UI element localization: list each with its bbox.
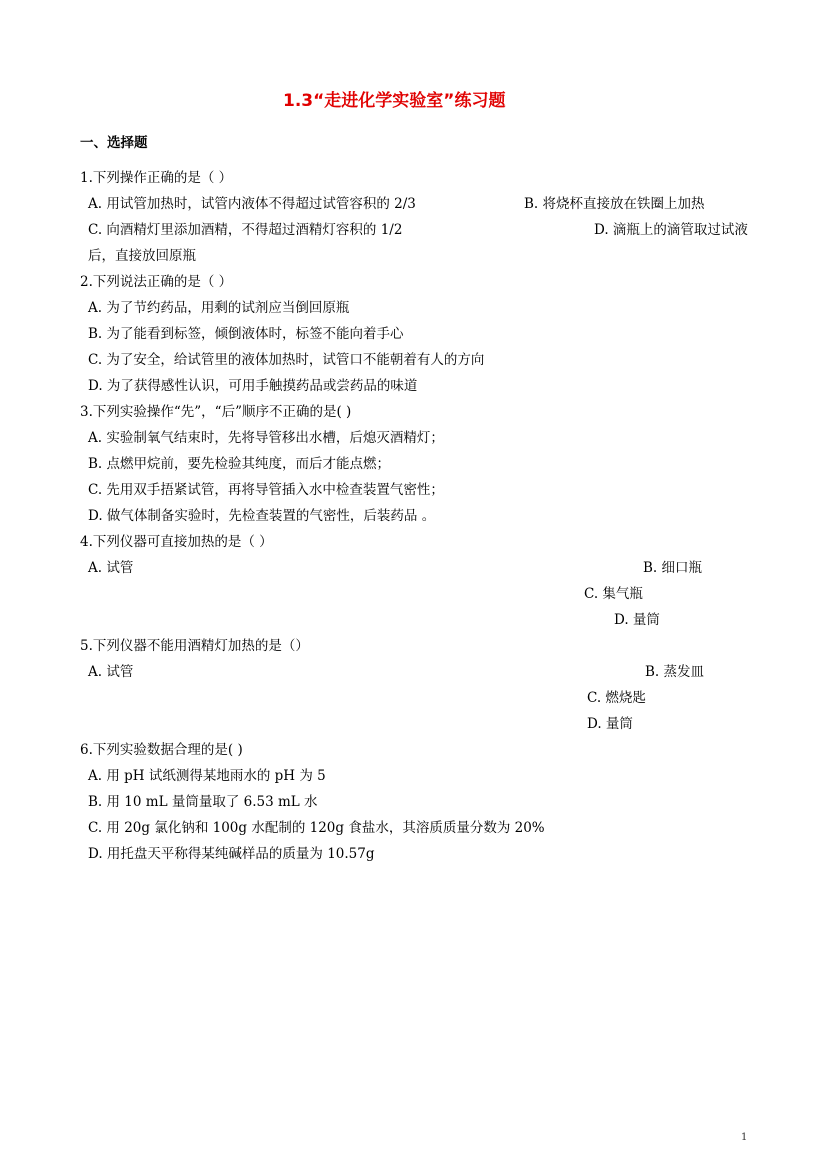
question-3-option-b: B. 点燃甲烷前，要先检验其纯度，而后才能点燃； [88, 456, 391, 472]
question-3-option-d: D. 做气体制备实验时，先检查装置的气密性，后装药品 。 [88, 508, 436, 524]
question-6-option-d: D. 用托盘天平称得某纯碱样品的质量为 10.57g [88, 846, 375, 862]
question-1-stem: 1.下列操作正确的是（ ） [80, 170, 233, 186]
question-2-option-c: C. 为了安全，给试管里的液体加热时，试管口不能朝着有人的方向 [88, 352, 485, 368]
question-4-option-d: D. 量筒 [614, 612, 660, 628]
question-4-option-b: B. 细口瓶 [643, 560, 703, 576]
question-2-stem: 2.下列说法正确的是（ ） [80, 274, 233, 290]
question-6-option-a: A. 用 pH 试纸测得某地雨水的 pH 为 5 [88, 768, 326, 784]
question-4-option-a: A. 试管 [88, 560, 134, 576]
question-5-option-c: C. 燃烧匙 [587, 690, 646, 706]
question-2-option-d: D. 为了获得感性认识，可用手触摸药品或尝药品的味道 [88, 378, 418, 394]
question-5-option-a: A. 试管 [88, 664, 134, 680]
question-3-option-c: C. 先用双手捂紧试管，再将导管插入水中检查装置气密性； [88, 482, 444, 498]
question-3-option-a: A. 实验制氧气结束时，先将导管移出水槽，后熄灭酒精灯； [88, 430, 444, 446]
question-1-option-d: D. 滴瓶上的滴管取过试液 [594, 222, 748, 238]
question-1-option-a: A. 用试管加热时，试管内液体不得超过试管容积的 2/3 [88, 196, 416, 212]
question-1-option-d-continued: 后，直接放回原瓶 [88, 248, 196, 264]
question-1-option-c: C. 向酒精灯里添加酒精，不得超过酒精灯容积的 1/2 [88, 222, 403, 238]
question-6-stem: 6.下列实验数据合理的是( ) [80, 742, 243, 758]
page-title: 1.3“走进化学实验室”练习题 [283, 91, 506, 111]
question-5-option-d: D. 量筒 [587, 716, 633, 732]
question-2-option-b: B. 为了能看到标签，倾倒液体时，标签不能向着手心 [88, 326, 404, 342]
question-4-option-c: C. 集气瓶 [584, 586, 643, 602]
question-4-stem: 4.下列仪器可直接加热的是（ ） [80, 534, 273, 550]
question-5-option-b: B. 蒸发皿 [645, 664, 705, 680]
section-heading: 一、选择题 [80, 135, 148, 151]
question-2-option-a: A. 为了节约药品，用剩的试剂应当倒回原瓶 [88, 300, 350, 316]
question-5-stem: 5.下列仪器不能用酒精灯加热的是（） [80, 638, 309, 654]
page-number: 1 [741, 1132, 748, 1143]
question-6-option-c: C. 用 20g 氯化钠和 100g 水配制的 120g 食盐水，其溶质质量分数为 20% [88, 820, 545, 836]
question-1-option-b: B. 将烧杯直接放在铁圈上加热 [524, 196, 705, 212]
question-3-stem: 3.下列实验操作“先”，“后”顺序不正确的是( ) [80, 404, 352, 420]
question-6-option-b: B. 用 10 mL 量筒量取了 6.53 mL 水 [88, 794, 318, 810]
